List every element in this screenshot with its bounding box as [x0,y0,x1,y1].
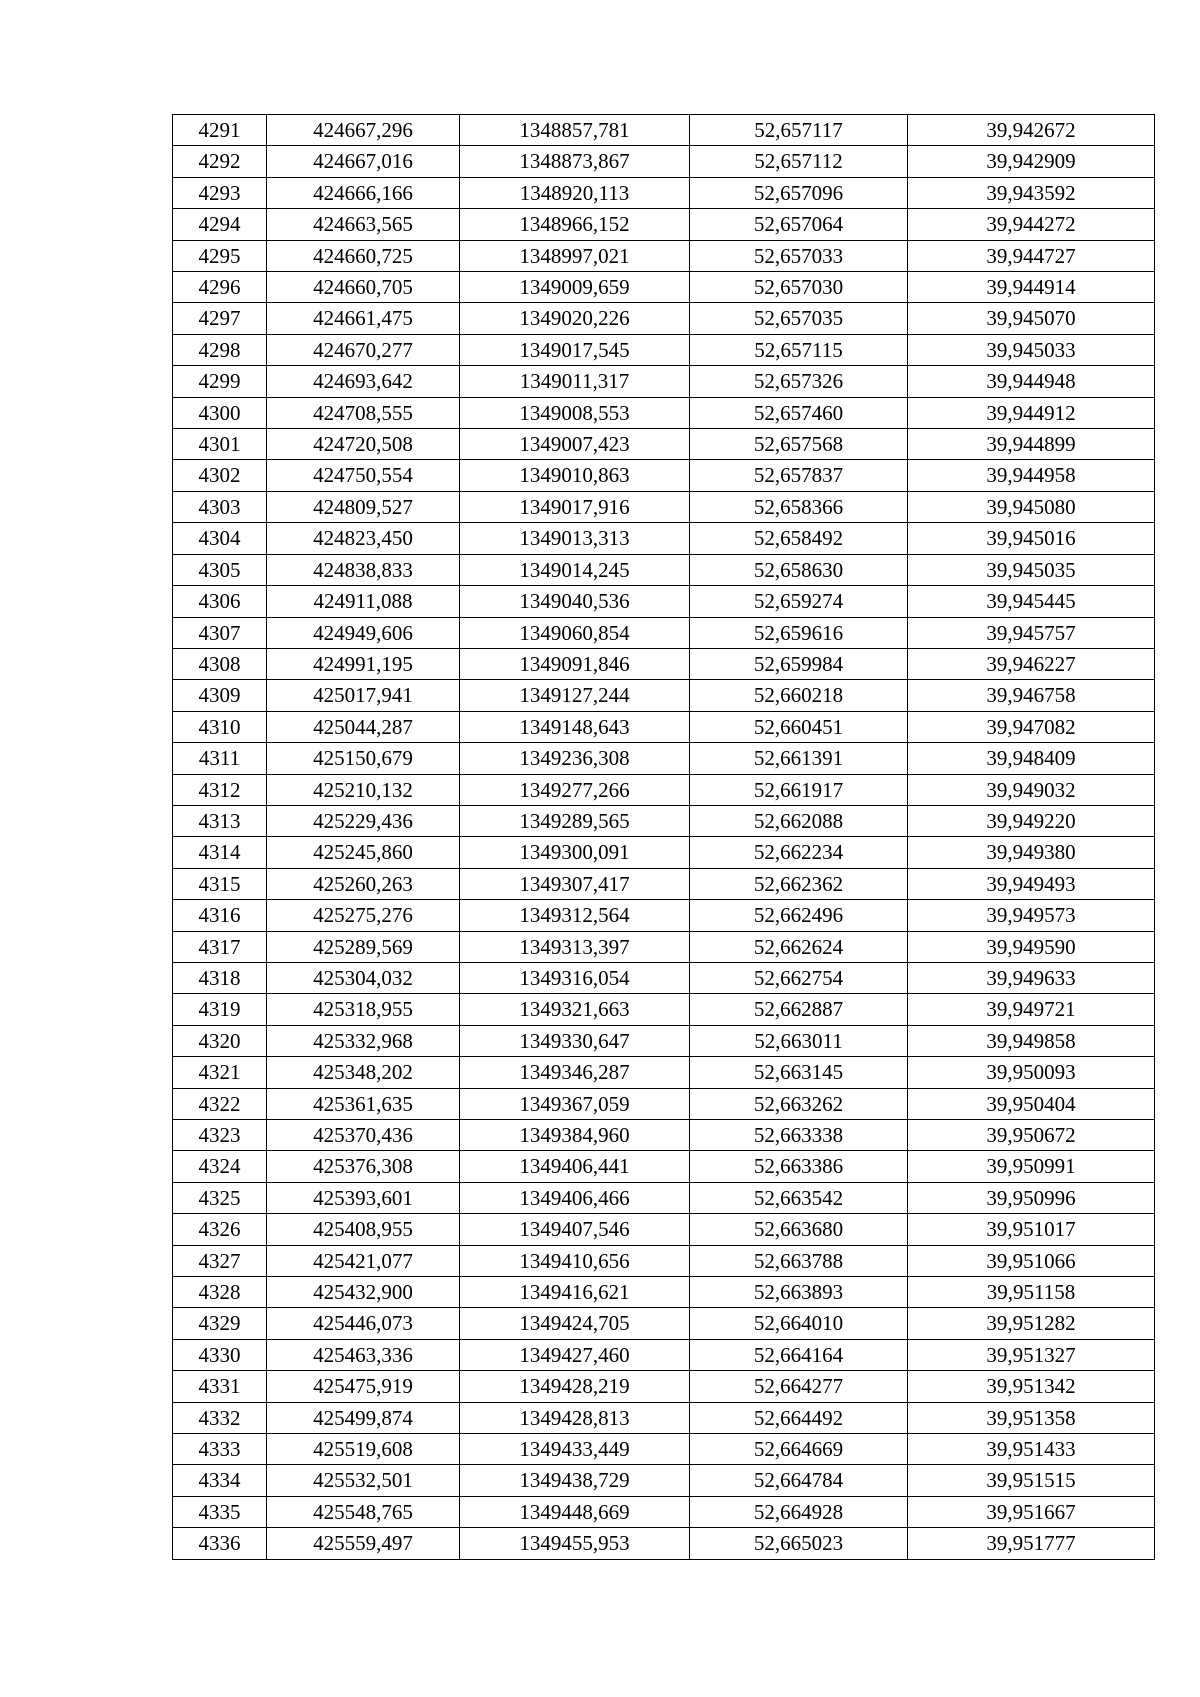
point-number-cell: 4333 [173,1434,267,1465]
longitude-cell: 39,951066 [908,1245,1155,1276]
longitude-cell: 39,951515 [908,1465,1155,1496]
longitude-cell: 39,951282 [908,1308,1155,1339]
table-row [173,868,1155,899]
y-coordinate-cell: 1349017,545 [460,334,690,365]
y-coordinate-cell: 1349367,059 [460,1088,690,1119]
longitude-cell: 39,951342 [908,1371,1155,1402]
latitude-cell: 52,664928 [690,1496,908,1527]
y-coordinate-cell: 1349040,536 [460,586,690,617]
longitude-cell: 39,950996 [908,1182,1155,1213]
point-number-cell: 4314 [173,837,267,868]
latitude-cell: 52,663788 [690,1245,908,1276]
longitude-cell: 39,951433 [908,1434,1155,1465]
longitude-cell: 39,943592 [908,177,1155,208]
latitude-cell: 52,665023 [690,1528,908,1559]
latitude-cell: 52,663680 [690,1214,908,1245]
x-coordinate-cell: 425210,132 [267,774,460,805]
longitude-cell: 39,945016 [908,523,1155,554]
point-number-cell: 4291 [173,115,267,146]
longitude-cell: 39,949633 [908,962,1155,993]
longitude-cell: 39,945035 [908,554,1155,585]
point-number-cell: 4332 [173,1402,267,1433]
point-number-cell: 4330 [173,1339,267,1370]
latitude-cell: 52,662234 [690,837,908,868]
longitude-cell: 39,951777 [908,1528,1155,1559]
latitude-cell: 52,663386 [690,1151,908,1182]
x-coordinate-cell: 425408,955 [267,1214,460,1245]
x-coordinate-cell: 424663,565 [267,209,460,240]
longitude-cell: 39,950093 [908,1057,1155,1088]
longitude-cell: 39,944914 [908,272,1155,303]
table-row [173,900,1155,931]
y-coordinate-cell: 1349433,449 [460,1434,690,1465]
point-number-cell: 4325 [173,1182,267,1213]
point-number-cell: 4315 [173,868,267,899]
longitude-cell: 39,944727 [908,240,1155,271]
y-coordinate-cell: 1348966,152 [460,209,690,240]
x-coordinate-cell: 425275,276 [267,900,460,931]
table-row [173,1528,1155,1559]
y-coordinate-cell: 1349148,643 [460,711,690,742]
longitude-cell: 39,944912 [908,397,1155,428]
y-coordinate-cell: 1349455,953 [460,1528,690,1559]
table-row [173,743,1155,774]
latitude-cell: 52,662624 [690,931,908,962]
table-row [173,1151,1155,1182]
x-coordinate-cell: 424667,016 [267,146,460,177]
point-number-cell: 4318 [173,962,267,993]
latitude-cell: 52,660218 [690,680,908,711]
point-number-cell: 4324 [173,1151,267,1182]
point-number-cell: 4306 [173,586,267,617]
longitude-cell: 39,949573 [908,900,1155,931]
latitude-cell: 52,663145 [690,1057,908,1088]
x-coordinate-cell: 424911,088 [267,586,460,617]
x-coordinate-cell: 425376,308 [267,1151,460,1182]
latitude-cell: 52,657035 [690,303,908,334]
table-row [173,240,1155,271]
x-coordinate-cell: 424809,527 [267,491,460,522]
longitude-cell: 39,951017 [908,1214,1155,1245]
point-number-cell: 4309 [173,680,267,711]
table-row [173,1308,1155,1339]
point-number-cell: 4307 [173,617,267,648]
point-number-cell: 4336 [173,1528,267,1559]
point-number-cell: 4311 [173,743,267,774]
latitude-cell: 52,659616 [690,617,908,648]
point-number-cell: 4310 [173,711,267,742]
latitude-cell: 52,657033 [690,240,908,271]
table-row [173,115,1155,146]
y-coordinate-cell: 1348997,021 [460,240,690,271]
latitude-cell: 52,662754 [690,962,908,993]
table-row [173,1214,1155,1245]
x-coordinate-cell: 425245,860 [267,837,460,868]
table-row [173,1120,1155,1151]
latitude-cell: 52,660451 [690,711,908,742]
latitude-cell: 52,657460 [690,397,908,428]
table-row [173,146,1155,177]
point-number-cell: 4297 [173,303,267,334]
x-coordinate-cell: 425229,436 [267,805,460,836]
y-coordinate-cell: 1349007,423 [460,429,690,460]
y-coordinate-cell: 1349277,266 [460,774,690,805]
x-coordinate-cell: 425432,900 [267,1277,460,1308]
y-coordinate-cell: 1349384,960 [460,1120,690,1151]
table-row [173,1339,1155,1370]
table-row [173,209,1155,240]
y-coordinate-cell: 1349307,417 [460,868,690,899]
point-number-cell: 4320 [173,1025,267,1056]
longitude-cell: 39,949721 [908,994,1155,1025]
y-coordinate-cell: 1349014,245 [460,554,690,585]
x-coordinate-cell: 425548,765 [267,1496,460,1527]
point-number-cell: 4327 [173,1245,267,1276]
table-row [173,805,1155,836]
x-coordinate-cell: 424823,450 [267,523,460,554]
x-coordinate-cell: 425318,955 [267,994,460,1025]
longitude-cell: 39,947082 [908,711,1155,742]
x-coordinate-cell: 425289,569 [267,931,460,962]
point-number-cell: 4299 [173,366,267,397]
table-row [173,962,1155,993]
latitude-cell: 52,664277 [690,1371,908,1402]
table-row [173,554,1155,585]
y-coordinate-cell: 1349448,669 [460,1496,690,1527]
x-coordinate-cell: 425361,635 [267,1088,460,1119]
coordinates-table [172,114,1155,1560]
point-number-cell: 4303 [173,491,267,522]
point-number-cell: 4321 [173,1057,267,1088]
table-row [173,1402,1155,1433]
latitude-cell: 52,664784 [690,1465,908,1496]
latitude-cell: 52,663338 [690,1120,908,1151]
point-number-cell: 4295 [173,240,267,271]
table-row [173,460,1155,491]
y-coordinate-cell: 1349013,313 [460,523,690,554]
table-row [173,837,1155,868]
latitude-cell: 52,662362 [690,868,908,899]
longitude-cell: 39,945080 [908,491,1155,522]
longitude-cell: 39,945070 [908,303,1155,334]
y-coordinate-cell: 1349020,226 [460,303,690,334]
table-row [173,931,1155,962]
latitude-cell: 52,657064 [690,209,908,240]
table-row [173,994,1155,1025]
y-coordinate-cell: 1349424,705 [460,1308,690,1339]
table-row [173,1465,1155,1496]
y-coordinate-cell: 1348920,113 [460,177,690,208]
table-row [173,303,1155,334]
table-row [173,429,1155,460]
x-coordinate-cell: 425150,679 [267,743,460,774]
y-coordinate-cell: 1348857,781 [460,115,690,146]
point-number-cell: 4319 [173,994,267,1025]
latitude-cell: 52,657326 [690,366,908,397]
longitude-cell: 39,949590 [908,931,1155,962]
longitude-cell: 39,945445 [908,586,1155,617]
x-coordinate-cell: 424838,833 [267,554,460,585]
point-number-cell: 4298 [173,334,267,365]
point-number-cell: 4300 [173,397,267,428]
y-coordinate-cell: 1349428,219 [460,1371,690,1402]
y-coordinate-cell: 1349300,091 [460,837,690,868]
latitude-cell: 52,657117 [690,115,908,146]
x-coordinate-cell: 424667,296 [267,115,460,146]
longitude-cell: 39,949858 [908,1025,1155,1056]
latitude-cell: 52,657112 [690,146,908,177]
latitude-cell: 52,663011 [690,1025,908,1056]
latitude-cell: 52,657030 [690,272,908,303]
y-coordinate-cell: 1349127,244 [460,680,690,711]
latitude-cell: 52,663542 [690,1182,908,1213]
x-coordinate-cell: 424661,475 [267,303,460,334]
table-row [173,334,1155,365]
longitude-cell: 39,945757 [908,617,1155,648]
point-number-cell: 4304 [173,523,267,554]
latitude-cell: 52,664164 [690,1339,908,1370]
point-number-cell: 4313 [173,805,267,836]
x-coordinate-cell: 425446,073 [267,1308,460,1339]
x-coordinate-cell: 425044,287 [267,711,460,742]
point-number-cell: 4335 [173,1496,267,1527]
longitude-cell: 39,944899 [908,429,1155,460]
x-coordinate-cell: 425499,874 [267,1402,460,1433]
latitude-cell: 52,657115 [690,334,908,365]
point-number-cell: 4322 [173,1088,267,1119]
table-row [173,523,1155,554]
y-coordinate-cell: 1349008,553 [460,397,690,428]
y-coordinate-cell: 1349428,813 [460,1402,690,1433]
point-number-cell: 4308 [173,648,267,679]
y-coordinate-cell: 1349011,317 [460,366,690,397]
latitude-cell: 52,657568 [690,429,908,460]
y-coordinate-cell: 1349236,308 [460,743,690,774]
longitude-cell: 39,949220 [908,805,1155,836]
y-coordinate-cell: 1349427,460 [460,1339,690,1370]
point-number-cell: 4302 [173,460,267,491]
point-number-cell: 4301 [173,429,267,460]
longitude-cell: 39,949032 [908,774,1155,805]
y-coordinate-cell: 1349017,916 [460,491,690,522]
table-row [173,617,1155,648]
longitude-cell: 39,949493 [908,868,1155,899]
y-coordinate-cell: 1349289,565 [460,805,690,836]
longitude-cell: 39,945033 [908,334,1155,365]
y-coordinate-cell: 1349416,621 [460,1277,690,1308]
latitude-cell: 52,662496 [690,900,908,931]
latitude-cell: 52,664669 [690,1434,908,1465]
latitude-cell: 52,662088 [690,805,908,836]
longitude-cell: 39,946227 [908,648,1155,679]
x-coordinate-cell: 425260,263 [267,868,460,899]
table-row [173,1434,1155,1465]
table-row [173,177,1155,208]
longitude-cell: 39,950991 [908,1151,1155,1182]
latitude-cell: 52,658492 [690,523,908,554]
table-row [173,680,1155,711]
y-coordinate-cell: 1349330,647 [460,1025,690,1056]
table-row [173,1057,1155,1088]
x-coordinate-cell: 425348,202 [267,1057,460,1088]
longitude-cell: 39,951327 [908,1339,1155,1370]
y-coordinate-cell: 1349010,863 [460,460,690,491]
x-coordinate-cell: 424750,554 [267,460,460,491]
longitude-cell: 39,944272 [908,209,1155,240]
longitude-cell: 39,949380 [908,837,1155,868]
latitude-cell: 52,658366 [690,491,908,522]
longitude-cell: 39,946758 [908,680,1155,711]
table-row [173,1182,1155,1213]
longitude-cell: 39,951158 [908,1277,1155,1308]
x-coordinate-cell: 424660,725 [267,240,460,271]
y-coordinate-cell: 1349346,287 [460,1057,690,1088]
longitude-cell: 39,944948 [908,366,1155,397]
x-coordinate-cell: 425370,436 [267,1120,460,1151]
table-row [173,774,1155,805]
point-number-cell: 4323 [173,1120,267,1151]
table-row [173,711,1155,742]
x-coordinate-cell: 425475,919 [267,1371,460,1402]
y-coordinate-cell: 1349410,656 [460,1245,690,1276]
point-number-cell: 4294 [173,209,267,240]
x-coordinate-cell: 424991,195 [267,648,460,679]
x-coordinate-cell: 425463,336 [267,1339,460,1370]
x-coordinate-cell: 425393,601 [267,1182,460,1213]
y-coordinate-cell: 1349438,729 [460,1465,690,1496]
table-row [173,397,1155,428]
point-number-cell: 4317 [173,931,267,962]
y-coordinate-cell: 1349321,663 [460,994,690,1025]
y-coordinate-cell: 1349407,546 [460,1214,690,1245]
latitude-cell: 52,659274 [690,586,908,617]
point-number-cell: 4326 [173,1214,267,1245]
y-coordinate-cell: 1349313,397 [460,931,690,962]
table-row [173,648,1155,679]
longitude-cell: 39,951358 [908,1402,1155,1433]
x-coordinate-cell: 424949,606 [267,617,460,648]
latitude-cell: 52,664492 [690,1402,908,1433]
longitude-cell: 39,951667 [908,1496,1155,1527]
x-coordinate-cell: 425519,608 [267,1434,460,1465]
x-coordinate-cell: 424660,705 [267,272,460,303]
table-row [173,1088,1155,1119]
x-coordinate-cell: 425559,497 [267,1528,460,1559]
x-coordinate-cell: 424666,166 [267,177,460,208]
table-row [173,586,1155,617]
latitude-cell: 52,659984 [690,648,908,679]
table-row [173,1371,1155,1402]
table-row [173,272,1155,303]
point-number-cell: 4331 [173,1371,267,1402]
y-coordinate-cell: 1349316,054 [460,962,690,993]
y-coordinate-cell: 1348873,867 [460,146,690,177]
x-coordinate-cell: 424708,555 [267,397,460,428]
x-coordinate-cell: 425304,032 [267,962,460,993]
point-number-cell: 4328 [173,1277,267,1308]
latitude-cell: 52,661391 [690,743,908,774]
y-coordinate-cell: 1349406,441 [460,1151,690,1182]
coordinates-table-body [173,115,1155,1560]
latitude-cell: 52,663262 [690,1088,908,1119]
longitude-cell: 39,942672 [908,115,1155,146]
table-row [173,1496,1155,1527]
table-row [173,491,1155,522]
y-coordinate-cell: 1349406,466 [460,1182,690,1213]
table-row [173,1277,1155,1308]
longitude-cell: 39,950672 [908,1120,1155,1151]
latitude-cell: 52,662887 [690,994,908,1025]
latitude-cell: 52,658630 [690,554,908,585]
table-row [173,1025,1155,1056]
y-coordinate-cell: 1349060,854 [460,617,690,648]
x-coordinate-cell: 425532,501 [267,1465,460,1496]
longitude-cell: 39,950404 [908,1088,1155,1119]
longitude-cell: 39,942909 [908,146,1155,177]
x-coordinate-cell: 425421,077 [267,1245,460,1276]
point-number-cell: 4293 [173,177,267,208]
point-number-cell: 4334 [173,1465,267,1496]
point-number-cell: 4316 [173,900,267,931]
longitude-cell: 39,948409 [908,743,1155,774]
x-coordinate-cell: 424693,642 [267,366,460,397]
y-coordinate-cell: 1349312,564 [460,900,690,931]
latitude-cell: 52,657096 [690,177,908,208]
latitude-cell: 52,661917 [690,774,908,805]
longitude-cell: 39,944958 [908,460,1155,491]
point-number-cell: 4312 [173,774,267,805]
point-number-cell: 4292 [173,146,267,177]
point-number-cell: 4329 [173,1308,267,1339]
table-row [173,1245,1155,1276]
latitude-cell: 52,657837 [690,460,908,491]
x-coordinate-cell: 425017,941 [267,680,460,711]
table-row [173,366,1155,397]
y-coordinate-cell: 1349091,846 [460,648,690,679]
point-number-cell: 4305 [173,554,267,585]
y-coordinate-cell: 1349009,659 [460,272,690,303]
x-coordinate-cell: 425332,968 [267,1025,460,1056]
latitude-cell: 52,664010 [690,1308,908,1339]
latitude-cell: 52,663893 [690,1277,908,1308]
x-coordinate-cell: 424670,277 [267,334,460,365]
point-number-cell: 4296 [173,272,267,303]
x-coordinate-cell: 424720,508 [267,429,460,460]
